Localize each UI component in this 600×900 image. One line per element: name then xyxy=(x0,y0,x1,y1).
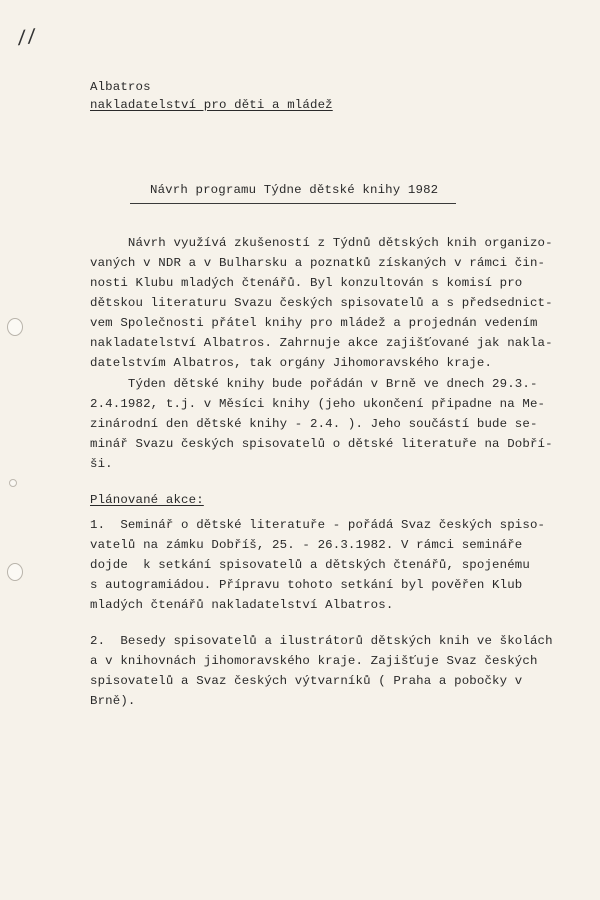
text-line: Návrh využívá zkušeností z Týdnů dětských knih organizo- xyxy=(90,236,553,250)
text-line: 2. Besedy spisovatelů a ilustrátorů dětských knih ve školách xyxy=(90,634,553,648)
text-line: dětskou literaturu Svazu českých spisovatelů a s předsednict- xyxy=(90,296,553,310)
text-line: nakladatelství Albatros. Zahrnuje akce zajišťované jak nakla- xyxy=(90,336,553,350)
text-line: Týden dětské knihy bude pořádán v Brně ve dnech 29.3.- xyxy=(90,377,538,391)
punch-hole-top xyxy=(7,318,23,336)
text-line: nosti Klubu mladých čtenářů. Byl konzultován s komisí pro xyxy=(90,276,523,290)
text-line: vaných v NDR a v Bulharsku a poznatků získaných v rámci čin- xyxy=(90,256,546,270)
title-underline xyxy=(130,203,456,204)
text-line: s autogramiádou. Přípravu tohoto setkání byl pověřen Klub xyxy=(90,578,523,592)
text-line: spisovatelů a Svaz českých výtvarníků ( Praha a pobočky v xyxy=(90,674,523,688)
publisher-name: Albatros xyxy=(90,80,151,94)
text-line: vatelů na zámku Dobříš, 25. - 26.3.1982. V rámci semináře xyxy=(90,538,523,552)
text-line: zinárodní den dětské knihy - 2.4. ). Jeho součástí bude se- xyxy=(90,417,538,431)
text-line: minář Svazu českých spisovatelů o dětské literatuře na Dobří- xyxy=(90,437,553,451)
document-title: Návrh programu Týdne dětské knihy 1982 xyxy=(150,183,439,197)
text-line: ši. xyxy=(90,457,113,471)
text-line: dojde k setkání spisovatelů a dětských čtenářů, spojenému xyxy=(90,558,530,572)
text-line: datelstvím Albatros, tak orgány Jihomoravského kraje. xyxy=(90,356,493,370)
text-line: mladých čtenářů nakladatelství Albatros. xyxy=(90,598,394,612)
text-line: vem Společnosti přátel knihy pro mládež a projednán vedením xyxy=(90,316,538,330)
publisher-subtitle: nakladatelství pro děti a mládež xyxy=(90,98,333,112)
text-line: 2.4.1982, t.j. v Měsíci knihy (jeho ukončení připadne na Me- xyxy=(90,397,546,411)
planned-heading: Plánované akce: xyxy=(90,493,204,507)
text-line: Brně). xyxy=(90,694,136,708)
text-line: 1. Seminář o dětské literatuře - pořádá Svaz českých spiso- xyxy=(90,518,546,532)
text-line: a v knihovnách jihomoravského kraje. Zajišťuje Svaz českých xyxy=(90,654,538,668)
punch-hole-bottom xyxy=(7,563,23,581)
handwritten-mark: // xyxy=(14,26,38,53)
punch-dot-mid xyxy=(9,479,17,487)
